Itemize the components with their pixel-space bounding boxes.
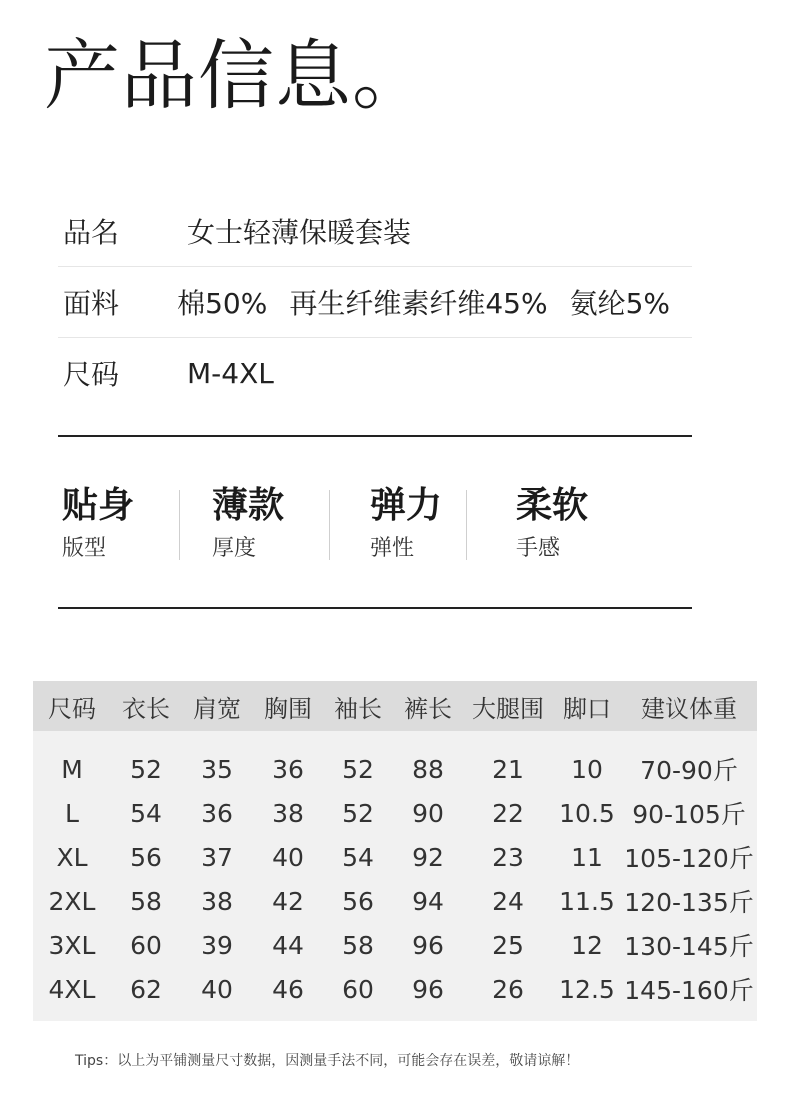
feature-fit bbox=[58, 486, 180, 564]
table-cell: 130-145斤 bbox=[624, 932, 754, 961]
feature-divider bbox=[329, 490, 330, 560]
table-cell: L bbox=[65, 798, 79, 828]
table-cell: 12 bbox=[571, 930, 603, 960]
table-cell: 2XL bbox=[48, 886, 96, 916]
table-cell: 105-120斤 bbox=[624, 844, 754, 873]
column-header: 衣长 bbox=[122, 694, 170, 723]
table-cell: 36 bbox=[201, 798, 233, 828]
feature-sub: 厚度 bbox=[212, 536, 257, 561]
divider bbox=[58, 435, 692, 437]
info-value-item: M-4XL bbox=[187, 356, 274, 390]
feature-main: 贴身 bbox=[62, 485, 135, 526]
table-cell: 10.5 bbox=[559, 798, 615, 828]
size-table bbox=[33, 681, 757, 1021]
table-cell: 25 bbox=[492, 930, 524, 960]
size-table-body bbox=[33, 731, 757, 1011]
table-row bbox=[33, 791, 757, 835]
table-cell: M bbox=[61, 754, 83, 784]
feature-sub: 手感 bbox=[516, 536, 561, 561]
table-cell: 52 bbox=[342, 754, 374, 784]
table-row bbox=[33, 835, 757, 879]
table-row bbox=[33, 967, 757, 1011]
info-value-item: 氨纶5% bbox=[569, 287, 670, 320]
table-cell: 23 bbox=[492, 842, 524, 872]
table-cell: 12.5 bbox=[559, 974, 615, 1004]
column-header: 肩宽 bbox=[193, 694, 241, 723]
info-value-item: 棉50% bbox=[177, 287, 268, 320]
table-cell: 90-105斤 bbox=[632, 800, 746, 829]
table-cell: 21 bbox=[492, 754, 524, 784]
feature-sub: 版型 bbox=[62, 536, 107, 561]
table-cell: 36 bbox=[272, 754, 304, 784]
product-info bbox=[58, 196, 692, 408]
table-cell: 58 bbox=[130, 886, 162, 916]
table-cell: 60 bbox=[130, 930, 162, 960]
column-header: 建议体重 bbox=[641, 694, 737, 723]
table-cell: 62 bbox=[130, 974, 162, 1004]
table-cell: 46 bbox=[272, 974, 304, 1004]
table-row bbox=[33, 923, 757, 967]
table-cell: 58 bbox=[342, 930, 374, 960]
column-header: 大腿围 bbox=[472, 694, 544, 723]
table-cell: 120-135斤 bbox=[624, 888, 754, 917]
size-table-header bbox=[33, 681, 757, 731]
table-cell: 90 bbox=[412, 798, 444, 828]
table-cell: 56 bbox=[342, 886, 374, 916]
feature-divider bbox=[179, 490, 180, 560]
table-cell: 54 bbox=[130, 798, 162, 828]
column-header: 袖长 bbox=[334, 694, 382, 723]
info-value bbox=[177, 282, 692, 322]
table-cell: 26 bbox=[492, 974, 524, 1004]
table-cell: 40 bbox=[272, 842, 304, 872]
table-cell: 39 bbox=[201, 930, 233, 960]
column-header: 脚口 bbox=[563, 694, 611, 723]
table-row bbox=[33, 747, 757, 791]
table-row bbox=[33, 879, 757, 923]
table-cell: 11 bbox=[571, 842, 603, 872]
table-cell: XL bbox=[56, 842, 88, 872]
feature-softness bbox=[512, 486, 656, 564]
table-cell: 24 bbox=[492, 886, 524, 916]
table-cell: 44 bbox=[272, 930, 304, 960]
tips-note: Tips：以上为平铺测量尺寸数据，因测量手法不同，可能会存在误差，敬请谅解！ bbox=[75, 1053, 580, 1069]
table-cell: 52 bbox=[130, 754, 162, 784]
feature-main: 弹力 bbox=[370, 485, 443, 526]
feature-divider bbox=[466, 490, 467, 560]
feature-thickness bbox=[208, 486, 362, 564]
table-cell: 94 bbox=[412, 886, 444, 916]
info-value-item: 再生纤维素纤维45% bbox=[289, 287, 548, 320]
table-cell: 56 bbox=[130, 842, 162, 872]
divider bbox=[58, 607, 692, 609]
page-title: 产品信息。 bbox=[44, 31, 429, 120]
info-value bbox=[187, 211, 692, 251]
table-cell: 38 bbox=[272, 798, 304, 828]
info-row-name bbox=[58, 196, 692, 267]
table-cell: 60 bbox=[342, 974, 374, 1004]
table-cell: 70-90斤 bbox=[640, 756, 738, 785]
feature-strip bbox=[58, 486, 692, 564]
info-label: 尺码 bbox=[63, 358, 120, 391]
table-cell: 42 bbox=[272, 886, 304, 916]
table-cell: 22 bbox=[492, 798, 524, 828]
table-cell: 40 bbox=[201, 974, 233, 1004]
table-cell: 3XL bbox=[48, 930, 96, 960]
column-header: 胸围 bbox=[264, 694, 312, 723]
table-cell: 145-160斤 bbox=[624, 976, 754, 1005]
column-header: 裤长 bbox=[404, 694, 452, 723]
feature-main: 柔软 bbox=[516, 485, 589, 526]
table-cell: 38 bbox=[201, 886, 233, 916]
table-cell: 35 bbox=[201, 754, 233, 784]
table-cell: 4XL bbox=[48, 974, 96, 1004]
column-header: 尺码 bbox=[48, 694, 96, 723]
info-row-fabric bbox=[58, 267, 692, 338]
info-value-item: 女士轻薄保暖套装 bbox=[187, 216, 412, 249]
table-cell: 54 bbox=[342, 842, 374, 872]
feature-sub: 弹性 bbox=[370, 536, 415, 561]
info-row-size bbox=[58, 338, 692, 408]
table-cell: 88 bbox=[412, 754, 444, 784]
table-cell: 96 bbox=[412, 930, 444, 960]
table-cell: 11.5 bbox=[559, 886, 615, 916]
feature-main: 薄款 bbox=[212, 485, 285, 526]
info-label: 品名 bbox=[63, 216, 120, 249]
table-cell: 10 bbox=[571, 754, 603, 784]
table-cell: 52 bbox=[342, 798, 374, 828]
info-label: 面料 bbox=[63, 287, 120, 320]
table-cell: 92 bbox=[412, 842, 444, 872]
info-value bbox=[187, 357, 692, 390]
table-cell: 37 bbox=[201, 842, 233, 872]
feature-elasticity bbox=[366, 486, 508, 564]
table-cell: 96 bbox=[412, 974, 444, 1004]
